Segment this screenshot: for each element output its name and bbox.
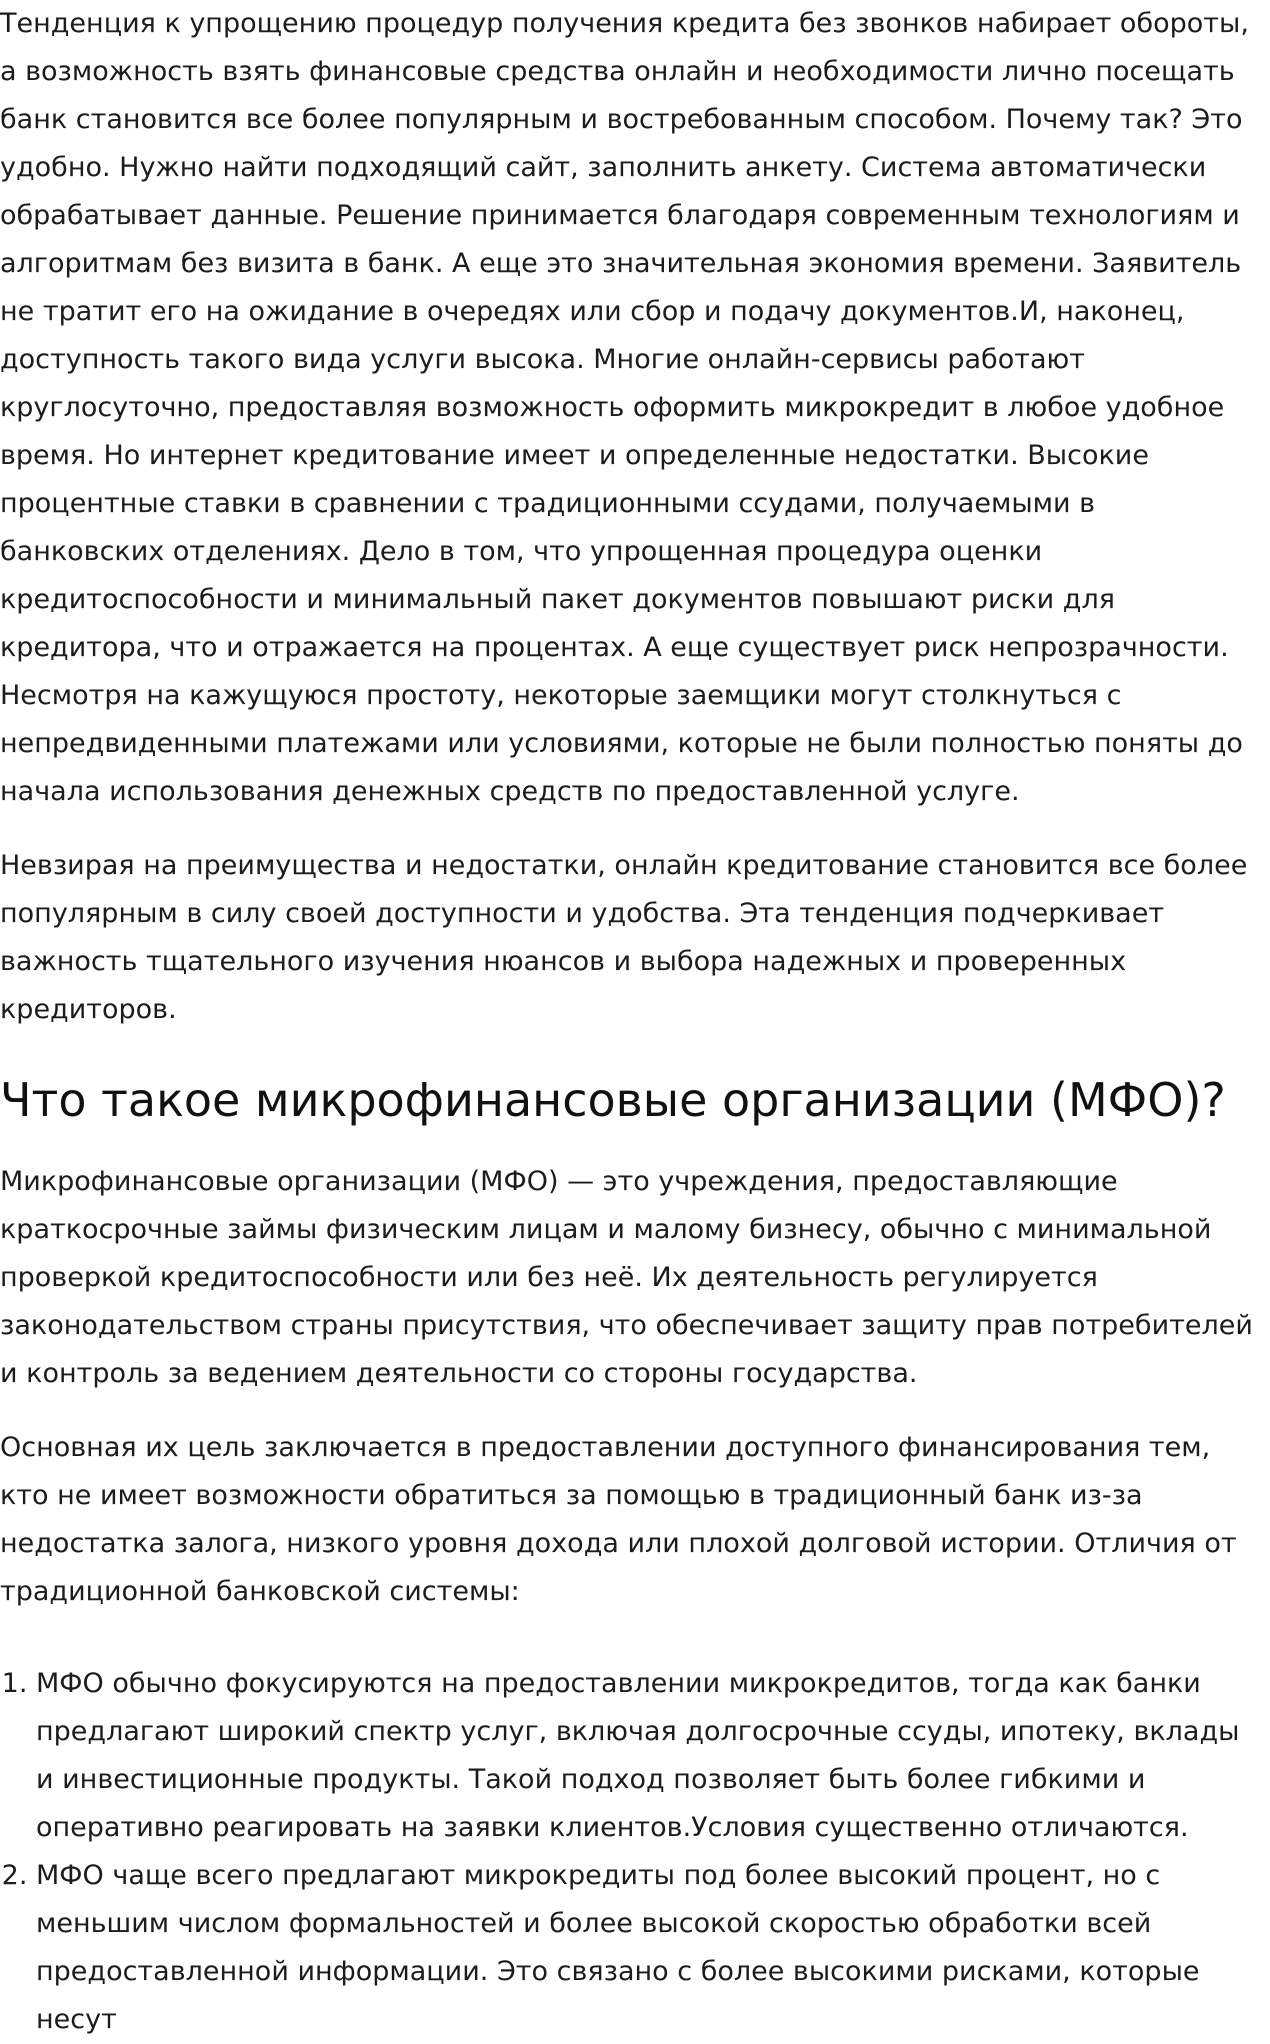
paragraph-section-2: Основная их цель заключается в предоставлении доступного финансирования тем, кто не имеет возможности обратиться за помощью в традиционный банк из-за недостатка залога, низкого уровня дохода или плохой долговой истории. Отличия от традиционной банковской системы: <box>0 1432 1237 1607</box>
paragraph-section-1: Микрофинансовые организации (МФО) — это учреждения, предоставляющие краткосрочные займы физическим лицам и малому бизнесу, обычно с минимальной проверкой кредитоспособности или без неё. Их деятельность регулируется законодательством страны присутствия, что обеспечивает защиту прав потребителей и контроль за ведением деятельности со стороны государства. <box>0 1166 1253 1389</box>
list-item: 1. МФО обычно фокусируются на предоставлении микрокредитов, тогда как банки предлагают широкий спектр услуг, включая долгосрочные ссуды, ипотеку, вклады и инвестиционные продукты. Такой подход позволяет быть более гибкими и оперативно реагировать на заявки клиентов.Условия существенно отличаются. <box>36 1660 1264 1852</box>
paragraph-intro-2: Невзирая на преимущества и недостатки, онлайн кредитование становится все более популярным в силу своей доступности и удобства. Эта тенденция подчеркивает важность тщательного изучения нюансов и выбора надежных и проверенных кредиторов. <box>0 850 1248 1025</box>
paragraph-intro-1: Тенденция к упрощению процедур получения кредита без звонков набирает обороты, а возможность взять финансовые средства онлайн и необходимости лично посещать банк становится все более популярным и востребованным способом. Почему так? Это удобно. Нужно найти подходящий сайт, заполнить анкету. Система автоматически обрабатывает данные. Решение принимается благодаря современным технологиям и алгоритмам без визита в банк. А еще это значительная экономия времени. Заявитель не тратит его на ожидание в очередях или сбор и подачу документов.И, наконец, доступность такого вида услуги высока. Многие онлайн-сервисы работают круглосуточно, предоставляя возможность оформить микрокредит в любое удобное время. Но интернет кредитование имеет и определенные недостатки. Высокие процентные ставки в сравнении с традиционными ссудами, получаемыми в банковских отделениях. Дело в том, что упрощенная процедура оценки кредитоспособности и минимальный пакет документов повышают риски для кредитора, что и отражается на процентах. А еще существует риск непрозрачности. Несмотря на кажущуюся простоту, некоторые заемщики могут столкнуться с непредвиденными платежами или условиями, которые не были полностью поняты до начала использования денежных средств по предоставленной услуге. <box>0 8 1249 807</box>
list-item: 2. МФО чаще всего предлагают микрокредиты под более высокий процент, но с меньшим числом формальностей и более высокой скоростью обработки всей предоставленной информации. Это связано с более высокими рисками, которые несут <box>36 1852 1264 2044</box>
differences-list <box>0 1660 1264 2044</box>
section-heading: Что такое микрофинансовые организации (МФО)? <box>0 1073 1226 1127</box>
